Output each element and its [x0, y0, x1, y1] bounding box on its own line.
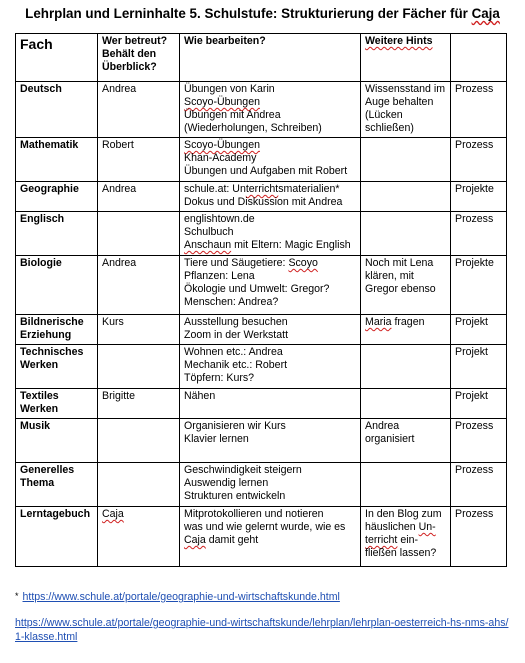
table-row: [16, 82, 507, 138]
cell-status: Prozess: [451, 212, 507, 256]
wie-line: Mechanik etc.: Robert: [184, 359, 288, 371]
cell-betreut: [98, 419, 180, 463]
spellcheck-word: terricht: [365, 534, 398, 546]
header-wie: Wie bearbeiten?: [180, 34, 361, 82]
cell-fach: [16, 419, 98, 463]
wie-line: Tiere und Säugetiere: Scoyo: [184, 257, 318, 269]
wie-line: [184, 96, 356, 109]
cell-hints: [361, 419, 451, 463]
wie-line: Geschwindigkeit steigern: [184, 464, 302, 476]
table-row: [16, 256, 507, 315]
wie-line: Pflanzen: Lena: [184, 270, 255, 282]
wie-line: Übungen mit Andrea: [184, 109, 281, 121]
fach-line: Biologie: [20, 257, 62, 269]
wie-line: Töpfern: Kurs?: [184, 372, 255, 384]
wie-line: Schulbuch: [184, 226, 234, 238]
cell-wie: [180, 315, 361, 345]
hints-line: Auge behalten: [365, 96, 434, 108]
spellcheck-word: Maria: [365, 316, 392, 328]
cell-wie: [180, 256, 361, 315]
cell-fach: [16, 138, 98, 182]
betreut-text: Caja: [102, 508, 124, 520]
spellcheck-word: terricht: [245, 183, 279, 195]
cell-betreut: [98, 212, 180, 256]
hints-line: Wissensstand im: [365, 83, 446, 95]
hints-line: (Lücken: [365, 109, 403, 121]
header-hints: [361, 34, 451, 82]
wie-line: Dokus und Diskussion mit Andrea: [184, 196, 343, 208]
wie-line: schule.at: Unterrichtsmaterialien*: [184, 183, 340, 195]
table-row: [16, 138, 507, 182]
wie-line: englishtown.de: [184, 213, 255, 225]
wie-line: Wohnen etc.: Andrea: [184, 346, 283, 358]
table-row: [16, 463, 507, 507]
cell-wie: [180, 389, 361, 419]
wie-line: was und wie gelernt wurde, wie es: [184, 521, 346, 533]
wie-line: Ausstellung besuchen: [184, 316, 288, 328]
cell-status: Prozess: [451, 138, 507, 182]
wie-line: Anschaun mit Eltern: Magic English: [184, 239, 351, 251]
cell-hints: [361, 507, 451, 567]
header-betreut: [98, 34, 180, 82]
cell-status: Projekte: [451, 256, 507, 315]
table-row: [16, 345, 507, 389]
hints-line: fließen lassen?: [365, 547, 437, 559]
spellcheck-word: Anschaun: [184, 239, 232, 251]
table-row: [16, 507, 507, 567]
fach-line: Erziehung: [20, 329, 72, 341]
wie-line: Zoom in der Werkstatt: [184, 329, 289, 341]
title-name: Caja: [471, 6, 500, 21]
footnote-link-1[interactable]: https://www.schule.at/portale/geographie-und-wirtschaftskunde.html: [22, 591, 340, 603]
cell-status: Prozess: [451, 419, 507, 463]
fach-line: Bildnerische: [20, 316, 84, 328]
fach-line: Technisches: [20, 346, 84, 358]
hints-line: Gregor ebenso: [365, 283, 436, 295]
cell-wie: [180, 212, 361, 256]
fach-line: Textiles: [20, 390, 59, 402]
spellcheck-word: Scoyo: [288, 257, 318, 269]
cell-hints: [361, 345, 451, 389]
table-row: [16, 389, 507, 419]
cell-status: Projekt: [451, 389, 507, 419]
wie-line: Nähen: [184, 390, 216, 402]
cell-betreut: [98, 463, 180, 507]
fach-line: Geographie: [20, 183, 79, 195]
spellcheck-word: Un-: [418, 521, 436, 533]
cell-hints: [361, 389, 451, 419]
header-hints-label: Weitere Hints: [365, 35, 433, 47]
spellcheck-word: Scoyo-Übungen: [184, 96, 260, 108]
footnote-1: [15, 591, 340, 603]
document-title: [0, 6, 525, 21]
cell-wie: [180, 463, 361, 507]
table-row: [16, 212, 507, 256]
cell-status: Projekte: [451, 182, 507, 212]
cell-fach: [16, 389, 98, 419]
fach-line: Thema: [20, 477, 55, 489]
cell-fach: [16, 315, 98, 345]
hints-line: terricht ein-: [365, 534, 418, 546]
cell-betreut: [98, 345, 180, 389]
header-betreut-line: Wer betreut?: [102, 35, 168, 47]
subjects-table: [15, 33, 507, 567]
fach-line: Musik: [20, 420, 51, 432]
hints-line: klären, mit: [365, 270, 414, 282]
hints-line: Andrea: [365, 420, 400, 432]
cell-hints: [361, 212, 451, 256]
fach-line: Lerntagebuch: [20, 508, 91, 520]
wie-line: Auswendig lernen: [184, 477, 269, 489]
wie-line: Menschen: Andrea?: [184, 296, 279, 308]
cell-status: Prozess: [451, 82, 507, 138]
wie-line: Organisieren wir Kurs: [184, 420, 286, 432]
cell-wie: [180, 419, 361, 463]
cell-status: Prozess: [451, 463, 507, 507]
cell-status: Prozess: [451, 507, 507, 567]
spellcheck-word: Scoyo-Übungen: [184, 139, 260, 151]
cell-hints: [361, 315, 451, 345]
cell-betreut: [98, 182, 180, 212]
betreut-text: Andrea: [102, 183, 137, 195]
cell-hints: [361, 182, 451, 212]
hints-line: In den Blog zum: [365, 508, 442, 520]
table-row: [16, 419, 507, 463]
fach-line: Werken: [20, 403, 59, 415]
cell-fach: [16, 182, 98, 212]
footnote-2: [15, 616, 510, 644]
cell-status: Projekt: [451, 315, 507, 345]
cell-betreut: [98, 138, 180, 182]
wie-line: Klavier lernen: [184, 433, 249, 445]
cell-wie: [180, 182, 361, 212]
wie-line: [184, 139, 356, 152]
cell-betreut: [98, 389, 180, 419]
cell-fach: [16, 345, 98, 389]
title-text: Lehrplan und Lerninhalte 5. Schulstufe: Strukturierung der Fächer für: [25, 6, 472, 21]
betreut-text: Andrea: [102, 83, 137, 95]
cell-betreut: [98, 82, 180, 138]
header-row: [16, 34, 507, 82]
cell-fach: [16, 212, 98, 256]
header-status: [451, 34, 507, 82]
fach-line: Werken: [20, 359, 59, 371]
fach-line: Generelles: [20, 464, 75, 476]
wie-line: Strukturen entwickeln: [184, 490, 286, 502]
header-fach: Fach: [16, 34, 98, 82]
fach-line: Mathematik: [20, 139, 79, 151]
betreut-text: Robert: [102, 139, 134, 151]
hints-line: häuslichen Un-: [365, 521, 436, 533]
header-betreut-line: Überblick?: [102, 61, 157, 73]
table-row: [16, 315, 507, 345]
cell-wie: [180, 507, 361, 567]
footnote-marker: *: [15, 591, 19, 601]
cell-hints: [361, 82, 451, 138]
cell-wie: [180, 138, 361, 182]
header-betreut-line: Behält den: [102, 48, 157, 60]
cell-fach: [16, 507, 98, 567]
cell-betreut: [98, 256, 180, 315]
table-row: [16, 182, 507, 212]
cell-fach: [16, 463, 98, 507]
fach-line: Englisch: [20, 213, 65, 225]
wie-line: (Wiederholungen, Schreiben): [184, 122, 322, 134]
wie-line: Übungen und Aufgaben mit Robert: [184, 165, 348, 177]
cell-fach: [16, 82, 98, 138]
fach-line: Deutsch: [20, 83, 62, 95]
cell-hints: [361, 463, 451, 507]
hints-line: Noch mit Lena: [365, 257, 434, 269]
wie-line: Khan-Academy: [184, 152, 257, 164]
hints-line: Maria fragen: [365, 316, 425, 328]
footnote-link-2[interactable]: https://www.schule.at/portale/geographie-und-wirtschaftskunde/lehrplan/lehrplan-oesterreich-hs-nms-ahs/1-klasse.html: [15, 617, 509, 643]
cell-status: Projekt: [451, 345, 507, 389]
cell-wie: [180, 345, 361, 389]
cell-betreut: [98, 507, 180, 567]
betreut-text: Kurs: [102, 316, 124, 328]
spellcheck-word: Caja: [184, 534, 206, 546]
betreut-text: Brigitte: [102, 390, 135, 402]
wie-line: Ökologie und Umwelt: Gregor?: [184, 283, 330, 295]
wie-line: Übungen von Karin: [184, 83, 275, 95]
hints-line: organisiert: [365, 433, 415, 445]
betreut-text: Andrea: [102, 257, 137, 269]
cell-hints: [361, 138, 451, 182]
cell-hints: [361, 256, 451, 315]
wie-line: Caja damit geht: [184, 534, 259, 546]
wie-line: Mitprotokollieren und notieren: [184, 508, 324, 520]
cell-fach: [16, 256, 98, 315]
cell-betreut: [98, 315, 180, 345]
hints-line: schließen): [365, 122, 414, 134]
cell-wie: [180, 82, 361, 138]
